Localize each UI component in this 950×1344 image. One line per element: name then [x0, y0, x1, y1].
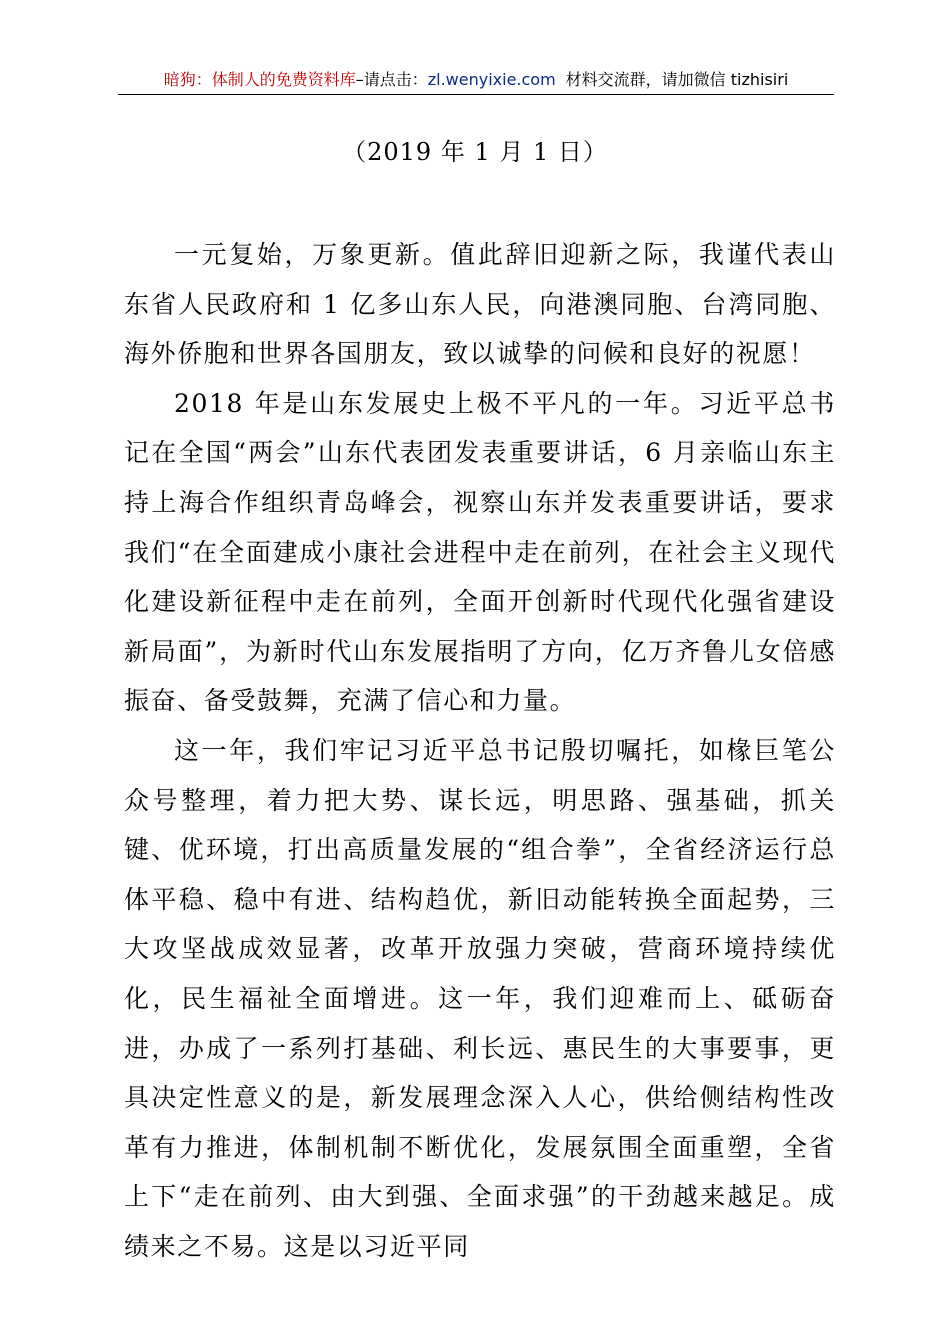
header-click-prompt: –请点击：: [355, 70, 428, 89]
header-url-link[interactable]: zl.wenyixie.com: [427, 70, 556, 89]
header-group-note: 材料交流群，请加微信 tizhisiri: [565, 70, 789, 89]
document-date: （2019 年 1 月 1 日）: [342, 138, 608, 166]
paragraph-2018-review: 2018 年是山东发展史上极不平凡的一年。习近平总书记在全国“两会”山东代表团发表重要讲话，6 月亲临山东主持上海合作组织青岛峰会，视察山东并发表重要讲话，要求我们“在全面建成小康社会进程中走在前列，在社会主义现代化建设新征程中走在前列，全面开创新时代现代化强省建设新局面”，为新时代山东发展指明了方向，亿万齐鲁儿女倍感振奋、备受鼓舞，充满了信心和力量。: [124, 388, 836, 716]
page-header: [118, 66, 834, 95]
paragraph-achievements: 这一年，我们牢记习近平总书记殷切嘱托，如椽巨笔公众号整理，着力把大势、谋长远，明思路、强基础，抓关键、优环境，打出高质量发展的“组合拳”，全省经济运行总体平稳、稳中有进、结构趋优，新旧动能转换全面起势，三大攻坚战成效显著，改革开放强力突破，营商环境持续优化，民生福祉全面增进。这一年，我们迎难而上、砥砺奋进，办成了一系列打基础、利长远、惠民生的大事要事，更具决定性意义的是，新发展理念深入人心，供给侧结构性改革有力推进，体制机制不断优化，发展氛围全面重塑，全省上下“走在前列、由大到强、全面求强”的干劲越来越足。成绩来之不易。这是以习近平同: [124, 735, 836, 1261]
paragraph-greeting: 一元复始，万象更新。值此辞旧迎新之际，我谨代表山东省人民政府和 1 亿多山东人民，向港澳同胞、台湾同胞、海外侨胞和世界各国朋友，致以诚挚的问候和良好的祝愿！: [124, 240, 836, 369]
header-brand: 暗狗：体制人的免费资料库: [163, 70, 356, 89]
document-body: [124, 230, 836, 1271]
